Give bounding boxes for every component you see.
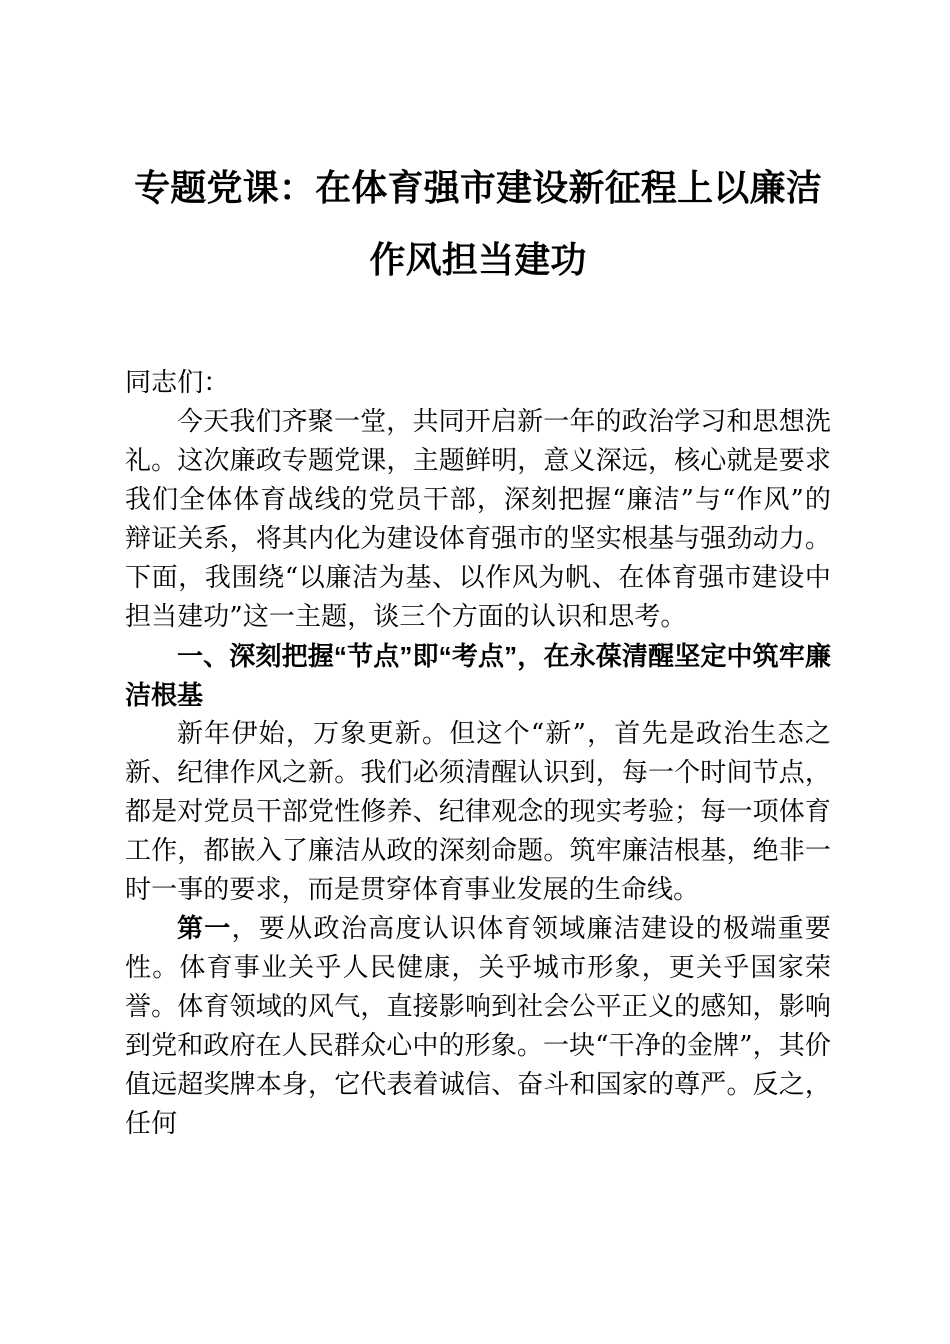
- salutation-line: 同志们：: [125, 368, 230, 398]
- paragraph-section-one-body: 新年伊始，万象更新。但这个“新”，首先是政治生态之新、纪律作风之新。我们必须清醒认识到，每一个时间节点，都是对党员干部党性修养、纪律观念的现实考验；每一项体育工作，都嵌入了廉洁从政的深刻命题。筑牢廉洁根基，绝非一时一事的要求，而是贯穿体育事业发展的生命线。: [125, 719, 831, 905]
- numbered-point-label: 第一: [177, 914, 232, 944]
- section-heading-one: 一、深刻把握“节点”即“考点”，在永葆清醒坚定中筑牢廉洁根基: [125, 641, 831, 710]
- document-body: [125, 0, 831, 1144]
- page-title: 专题党课：在体育强市建设新征程上以廉洁作风担当建功: [134, 168, 822, 280]
- paragraph-numbered-point-one: [125, 910, 831, 1144]
- numbered-point-text: ，要从政治高度认识体育领域廉洁建设的极端重要性。体育事业关乎人民健康，关乎城市形象，更关乎国家荣誉。体育领域的风气，直接影响到社会公平正义的感知，影响到党和政府在人民群众心中的形象。一块“干净的金牌”，其价值远超奖牌本身，它代表着诚信、奋斗和国家的尊严。反之，任何: [125, 914, 832, 1139]
- paragraph-intro: 今天我们齐聚一堂，共同开启新一年的政治学习和思想洗礼。这次廉政专题党课，主题鲜明，意义深远，核心就是要求我们全体体育战线的党员干部，深刻把握“廉洁”与“作风”的辩证关系，将其内化为建设体育强市的坚实根基与强劲动力。下面，我围绕“以廉洁为基、以作风为帆、在体育强市建设中担当建功”这一主题，谈三个方面的认识和思考。: [125, 407, 831, 632]
